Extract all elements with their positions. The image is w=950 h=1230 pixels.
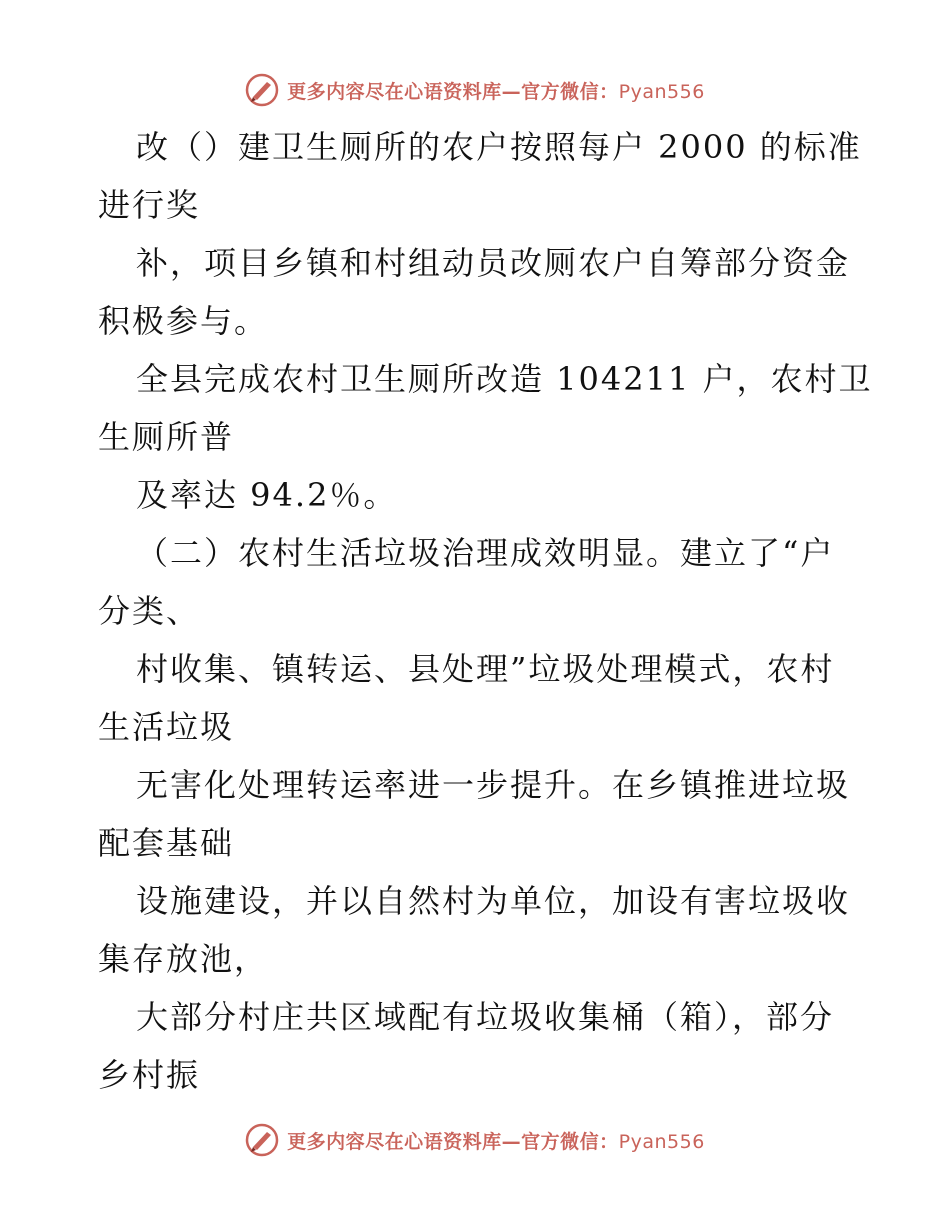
pen-logo-icon [245, 73, 279, 107]
text-line: 无害化处理转运率进一步提升。在乡镇推进垃圾 [136, 766, 851, 804]
text-line: （二）农村生活垃圾治理成效明显。建立了“户 [136, 534, 835, 572]
footer-banner-text: 更多内容尽在心语资料库—官方微信：Pyan556 [287, 1130, 705, 1153]
text-line: 进行奖 [98, 186, 201, 224]
header-banner-text: 更多内容尽在心语资料库—官方微信：Pyan556 [287, 80, 705, 103]
text-line: 乡村振 [98, 1056, 201, 1094]
text-line: 及率达 94.2％。 [136, 476, 398, 514]
header-banner-handle: Pyan556 [618, 80, 705, 103]
footer-banner-handle: Pyan556 [618, 1130, 705, 1153]
text-line: 补，项目乡镇和村组动员改厕农户自筹部分资金 [136, 244, 851, 282]
footer-watermark-banner [0, 1120, 950, 1160]
text-line: 集存放池， [98, 940, 269, 978]
text-line: 设施建设，并以自然村为单位，加设有害垃圾收 [136, 882, 851, 920]
text-line: 分类、 [98, 592, 201, 630]
pen-logo-icon [245, 1123, 279, 1157]
text-line: 生活垃圾 [98, 708, 235, 746]
text-line: 改（）建卫生厕所的农户按照每户 2000 的标准 [136, 128, 862, 166]
text-line: 村收集、镇转运、县处理”垃圾处理模式，农村 [136, 650, 835, 688]
text-line: 大部分村庄共区域配有垃圾收集桶（箱），部分 [136, 998, 835, 1036]
document-body [98, 118, 873, 1104]
header-watermark-banner [0, 70, 950, 110]
text-line: 生厕所普 [98, 418, 235, 456]
text-line: 积极参与。 [98, 302, 269, 340]
text-line: 全县完成农村卫生厕所改造 104211 户，农村卫 [136, 360, 873, 398]
text-line: 配套基础 [98, 824, 235, 862]
